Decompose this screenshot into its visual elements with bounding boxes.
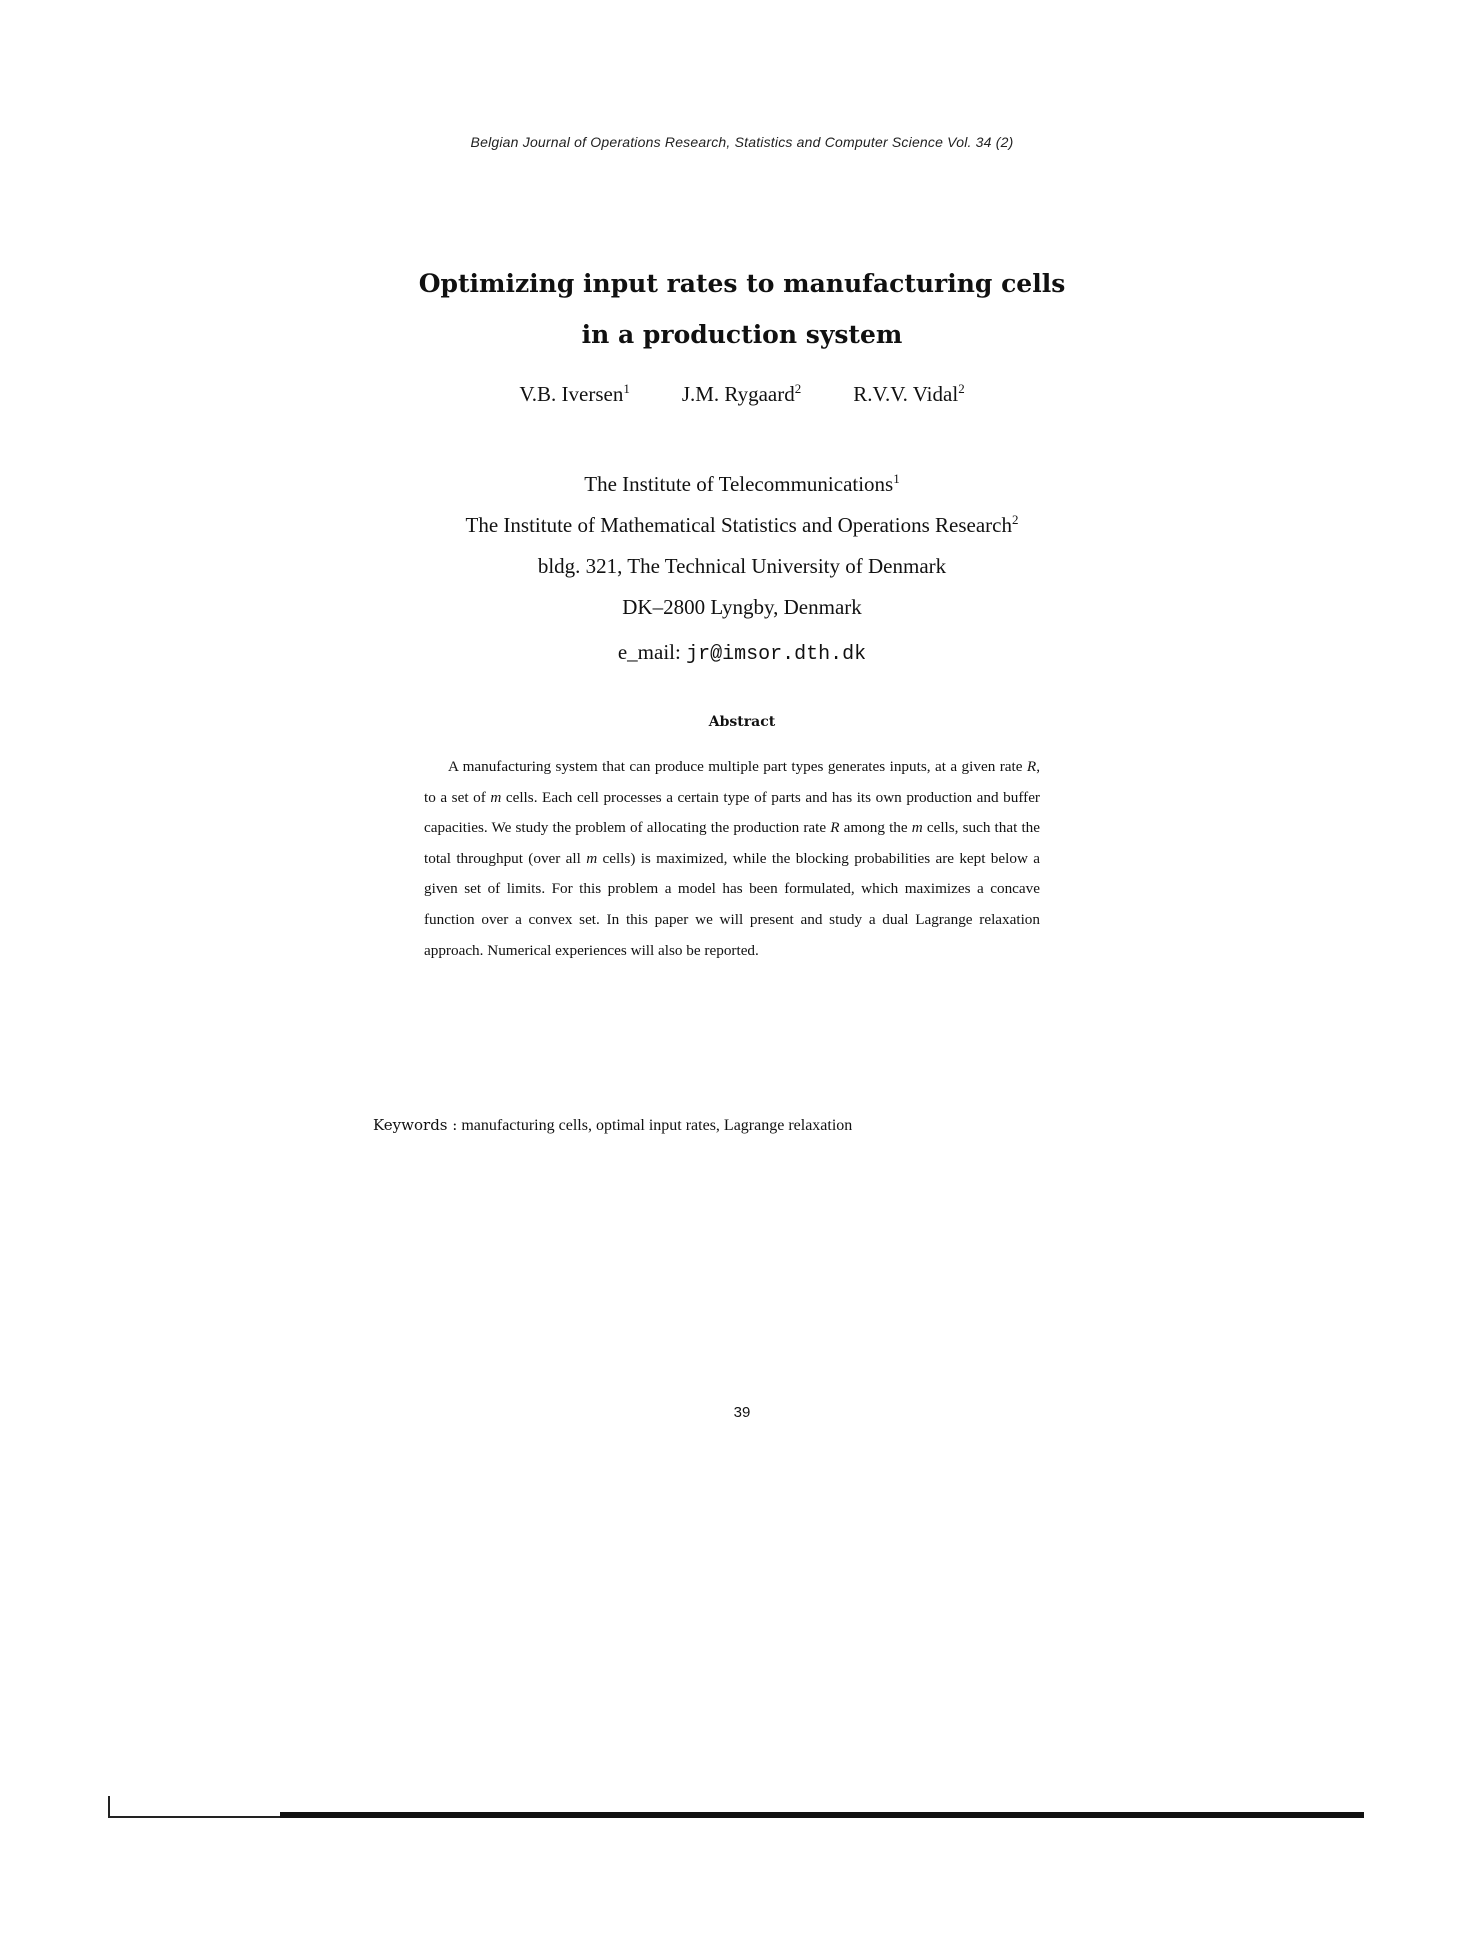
affiliation-text: The Institute of Telecommunications <box>584 472 894 496</box>
keywords-text: manufacturing cells, optimal input rates, Lagrange relaxation <box>461 1117 853 1134</box>
affiliation-line-4 <box>0 587 1484 628</box>
author-name: J.M. Rygaard <box>681 382 795 406</box>
abstract-text: cells, such that the total throughput (over all <box>424 819 1041 867</box>
journal-header: Belgian Journal of Operations Research, Statistics and Computer Science Vol. 34 (2) <box>470 134 1014 150</box>
math-symbol: m <box>911 819 923 837</box>
author-1 <box>519 382 630 407</box>
author-2 <box>682 382 801 407</box>
math-symbol: m <box>586 849 598 867</box>
affiliation-text: bldg. 321, The Technical University of Denmark <box>537 554 947 578</box>
keywords-label: Keywords : <box>373 1116 458 1134</box>
math-symbol: R <box>1026 758 1037 775</box>
author-name: R.V.V. Vidal <box>853 382 959 406</box>
abstract-body <box>424 752 1040 966</box>
author-list <box>0 382 1484 407</box>
abstract-text: A manufacturing system that can produce multiple part types generates inputs, at a given rate <box>448 758 1027 775</box>
title-line-1: Optimizing input rates to manufacturing cells <box>418 269 1066 298</box>
affiliation-mark: 2 <box>1011 512 1019 527</box>
page-number: 39 <box>733 1404 751 1421</box>
email-address: jr@imsor.dth.dk <box>686 643 867 666</box>
affiliation-text: The Institute of Mathematical Statistics and Operations Research <box>465 513 1012 537</box>
author-affil-mark: 1 <box>623 381 630 396</box>
author-affil-mark: 2 <box>794 381 802 396</box>
abstract-text: cells. Each cell processes a certain type of parts and has its own production and buffer capacities. We study the problem of allocating the production rate <box>424 788 1040 837</box>
email-line <box>0 632 1484 675</box>
email-label: e_mail: <box>617 640 681 664</box>
bottom-rule <box>108 1816 280 1818</box>
abstract-text: , to a set of <box>424 758 1040 806</box>
author-3 <box>853 382 964 407</box>
author-name: V.B. Iversen <box>519 382 624 406</box>
author-affil-mark: 2 <box>958 381 965 396</box>
scan-corner-mark <box>108 1796 110 1818</box>
abstract-text: cells) is maximized, while the blocking probabilities are kept below a given set of limits. For this problem a model has been formulated, which maximizes a concave function over a convex set. In this paper we will present and study a dual Lagrange relaxation approach. Numerical experiences will also be reported. <box>424 849 1040 959</box>
paper-title <box>0 258 1484 360</box>
abstract-heading: Abstract <box>708 714 776 730</box>
affiliations <box>0 464 1484 675</box>
abstract-text: among the <box>839 819 912 837</box>
affiliation-line-1 <box>0 464 1484 505</box>
keywords <box>373 1116 852 1135</box>
affiliation-line-2 <box>0 505 1484 546</box>
affiliation-line-3 <box>0 546 1484 587</box>
title-line-2: in a production system <box>581 320 903 349</box>
affiliation-text: DK–2800 Lyngby, Denmark <box>622 595 862 619</box>
affiliation-mark: 1 <box>893 471 900 486</box>
math-symbol: m <box>490 788 502 806</box>
bottom-rule-thick <box>280 1812 1364 1818</box>
math-symbol: R <box>830 819 840 837</box>
